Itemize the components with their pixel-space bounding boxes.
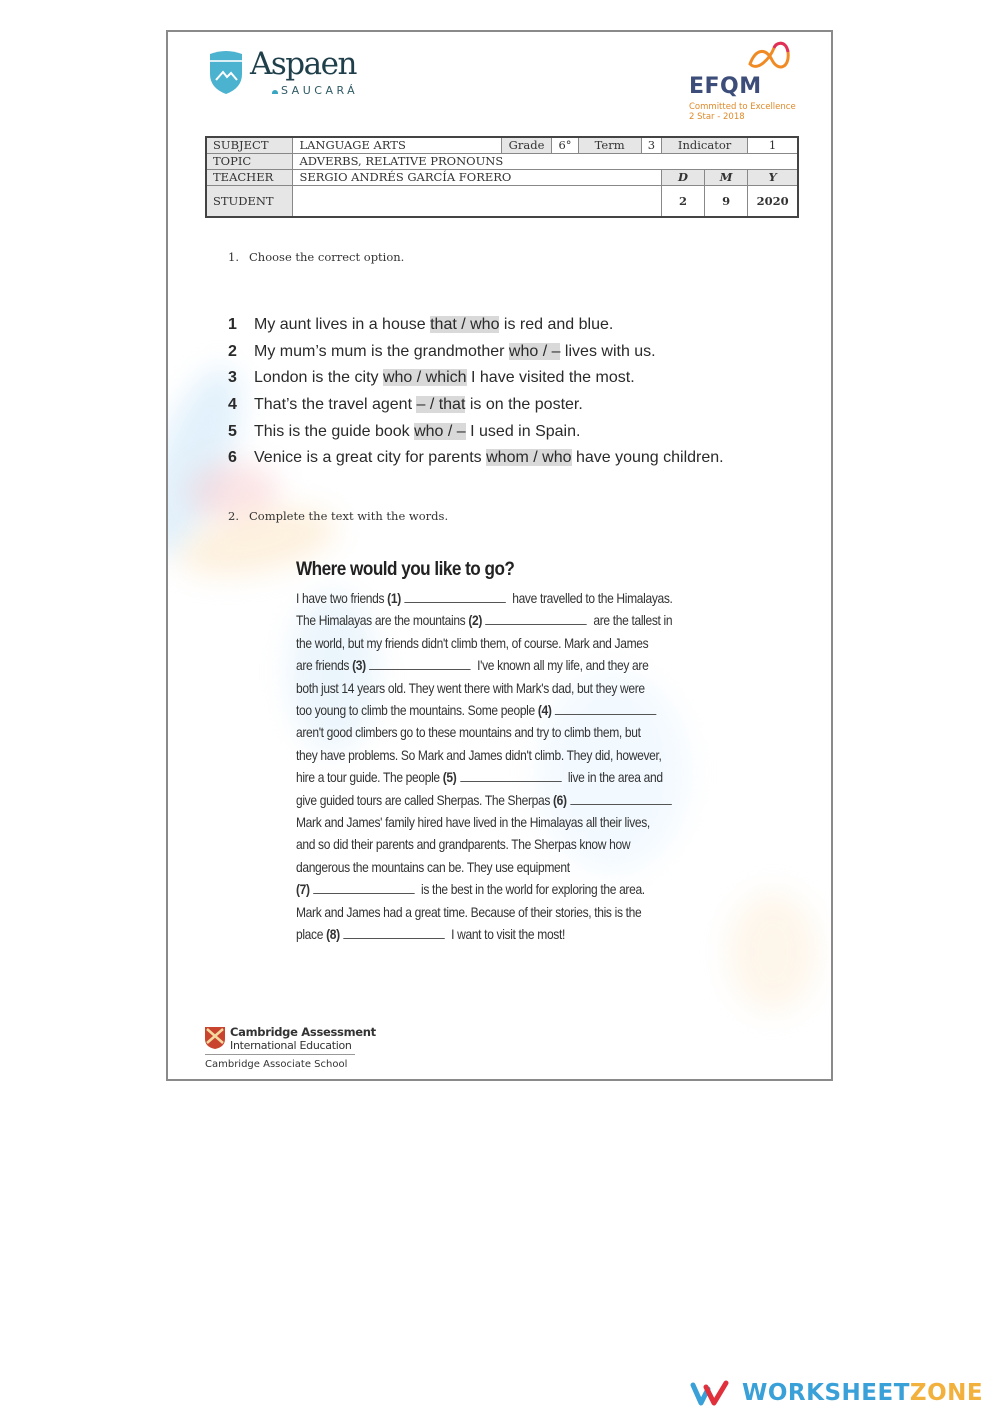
topic-label: TOPIC <box>206 154 293 170</box>
exercise1-item <box>228 312 828 339</box>
story-text: they have problems. So Mark and James didn't climb. They did, however, <box>296 746 662 763</box>
story-text: is the best in the world for exploring the area. <box>418 881 645 898</box>
blank-number: (6) <box>553 791 567 808</box>
efqm-name: EFQM <box>689 74 762 99</box>
blank-number: (5) <box>442 769 457 786</box>
year-value: 2020 <box>748 186 798 218</box>
story-text: I have two friends <box>296 590 388 606</box>
subject-label: SUBJECT <box>206 137 293 154</box>
item-number: 4 <box>228 396 237 414</box>
term-value: 3 <box>641 137 661 154</box>
story-line <box>296 609 726 631</box>
grade-label: Grade <box>501 137 552 154</box>
story-line <box>296 632 726 654</box>
story-line <box>296 744 726 766</box>
mountain-mark-icon <box>272 90 278 94</box>
indicator-label: Indicator <box>662 137 748 154</box>
item-options[interactable]: that / who <box>430 316 500 333</box>
brand-part-b: ZONE <box>909 1380 984 1406</box>
cambridge-line1: Cambridge Assessment <box>230 1025 376 1039</box>
item-text-before: My aunt lives in a house <box>254 316 431 333</box>
watermark-blob-orange-2 <box>728 892 818 1012</box>
story-line <box>296 721 726 743</box>
blank-number: (3) <box>352 657 366 674</box>
item-text-after: have young children. <box>571 449 724 467</box>
item-number: 3 <box>228 369 237 387</box>
cambridge-line3: Cambridge Associate School <box>205 1059 348 1070</box>
worksheetzone-badge[interactable] <box>690 1375 983 1411</box>
item-number: 2 <box>228 342 237 360</box>
item-text-before: That’s the travel agent <box>254 396 417 414</box>
exercise2-instruction <box>228 509 448 523</box>
story-text: too young to climb the mountains. Some people <box>296 702 538 719</box>
indicator-value: 1 <box>748 137 798 154</box>
cambridge-crest-icon <box>205 1027 225 1049</box>
item-options[interactable]: – / that <box>416 396 466 414</box>
story-text: Mark and James' family hired have lived in the Himalayas all their lives, <box>296 814 650 831</box>
story-line <box>296 677 726 699</box>
blank-number: (4) <box>537 702 552 719</box>
exercise1-item <box>228 365 828 392</box>
story-text: hire a tour guide. The people <box>296 769 443 786</box>
exercise2-number: 2. <box>228 509 239 523</box>
month-header: M <box>705 170 748 186</box>
exercise2-text: Complete the text with the words. <box>248 509 449 523</box>
story-text: aren't good climbers go to these mountains and try to climb them, but <box>296 724 641 741</box>
story-text: have travelled to the Himalayas. <box>509 590 673 606</box>
item-options[interactable]: whom / who <box>486 449 572 467</box>
story-text: live in the area and <box>564 769 663 786</box>
worksheet-page <box>166 30 833 1081</box>
subject-value: LANGUAGE ARTS <box>293 137 501 154</box>
item-number: 6 <box>228 449 237 467</box>
story-line <box>296 766 726 788</box>
exercise1-item <box>228 419 828 446</box>
blank-number: (7) <box>296 881 310 898</box>
item-number: 1 <box>228 316 237 333</box>
item-number: 5 <box>228 422 237 440</box>
item-text-after: is on the poster. <box>465 396 583 414</box>
story-text: the world, but my friends didn't climb them, of course. Mark and James <box>296 634 649 651</box>
efqm-award: 2 Star - 2018 <box>689 112 745 122</box>
exercise1-item <box>228 392 828 419</box>
story-text: and so did their parents and grandparents. The Sherpas know how <box>296 836 631 853</box>
blank-number: (2) <box>468 612 483 629</box>
item-text-before: My mum’s mum is the grandmother <box>254 342 509 360</box>
story-text: both just 14 years old. They went there with Mark's dad, but they were <box>296 679 645 696</box>
teacher-label: TEACHER <box>206 170 293 186</box>
topic-value: ADVERBS, RELATIVE PRONOUNS <box>293 154 798 170</box>
answer-blank[interactable] <box>369 657 470 670</box>
answer-blank[interactable] <box>555 702 656 715</box>
year-header: Y <box>748 170 798 186</box>
worksheetzone-wordmark <box>742 1380 983 1406</box>
item-text-before: London is the city <box>254 369 383 387</box>
item-text-after: I used in Spain. <box>465 422 581 440</box>
efqm-infinity-logo-icon <box>746 38 794 74</box>
aspaen-shield-logo-icon <box>208 48 244 94</box>
efqm-tagline: Committed to Excellence <box>689 102 796 112</box>
exercise1-text: Choose the correct option. <box>248 250 405 264</box>
story-line <box>296 654 726 676</box>
story-text: dangerous the mountains can be. They use equipment <box>296 858 570 875</box>
answer-blank[interactable] <box>570 792 671 805</box>
student-name-field[interactable] <box>293 186 662 218</box>
story-text: The Himalayas are the mountains <box>296 612 469 629</box>
item-text-after: is red and blue. <box>499 316 614 333</box>
student-label: STUDENT <box>206 186 293 218</box>
month-value: 9 <box>705 186 748 218</box>
story-text: I've known all my life, and they are <box>474 657 649 674</box>
answer-blank[interactable] <box>343 926 444 939</box>
item-options[interactable]: who / – <box>414 422 466 440</box>
story-line <box>296 901 726 923</box>
story-text: place <box>296 926 327 943</box>
exercise2-story <box>296 558 736 946</box>
day-header: D <box>662 170 705 186</box>
answer-blank[interactable] <box>404 590 505 603</box>
story-line <box>296 833 726 855</box>
story-line <box>296 878 726 900</box>
story-text: Mark and James had a great time. Because of their stories, this is the <box>296 903 642 920</box>
answer-blank[interactable] <box>485 612 586 625</box>
story-line <box>296 699 726 721</box>
item-text-after: lives with us. <box>560 342 656 360</box>
exercise1-item <box>228 445 828 472</box>
exercise1-list <box>228 312 828 472</box>
story-line <box>296 811 726 833</box>
exercise1-number: 1. <box>228 250 239 264</box>
story-text: I want to visit the most! <box>448 926 565 943</box>
cambridge-divider <box>205 1054 355 1055</box>
blank-number: (8) <box>326 926 340 943</box>
brand-part-a: WORKSHEET <box>742 1380 910 1406</box>
school-name: Aspaen <box>250 46 356 82</box>
item-options[interactable]: who / – <box>508 342 561 360</box>
exercise1-instruction <box>228 250 404 264</box>
teacher-value: SERGIO ANDRÉS GARCÍA FORERO <box>293 170 662 186</box>
story-line <box>296 856 726 878</box>
story-title: Where would you like to go? <box>296 558 515 580</box>
story-text: are friends <box>296 657 353 674</box>
worksheetzone-logo-icon <box>690 1379 730 1407</box>
term-label: Term <box>578 137 641 154</box>
day-value: 2 <box>662 186 705 218</box>
story-text: give guided tours are called Sherpas. The Sherpas <box>296 791 554 808</box>
cambridge-line2: International Education <box>230 1039 352 1052</box>
story-line <box>296 789 726 811</box>
blank-number: (1) <box>387 590 401 606</box>
story-text: are the tallest in <box>590 612 673 629</box>
exercise1-item <box>228 339 828 366</box>
item-text-after: I have visited the most. <box>466 369 635 387</box>
answer-blank[interactable] <box>313 881 414 894</box>
student-info-table <box>205 136 799 218</box>
item-text-before: Venice is a great city for parents <box>254 449 487 467</box>
story-line <box>296 587 726 609</box>
grade-value: 6° <box>552 137 578 154</box>
story-line <box>296 923 726 945</box>
item-options[interactable]: who / which <box>382 369 467 387</box>
story-body <box>296 587 726 946</box>
item-text-before: This is the guide book <box>254 422 415 440</box>
answer-blank[interactable] <box>460 769 561 782</box>
school-subtitle: SAUCARÁ <box>281 84 359 97</box>
